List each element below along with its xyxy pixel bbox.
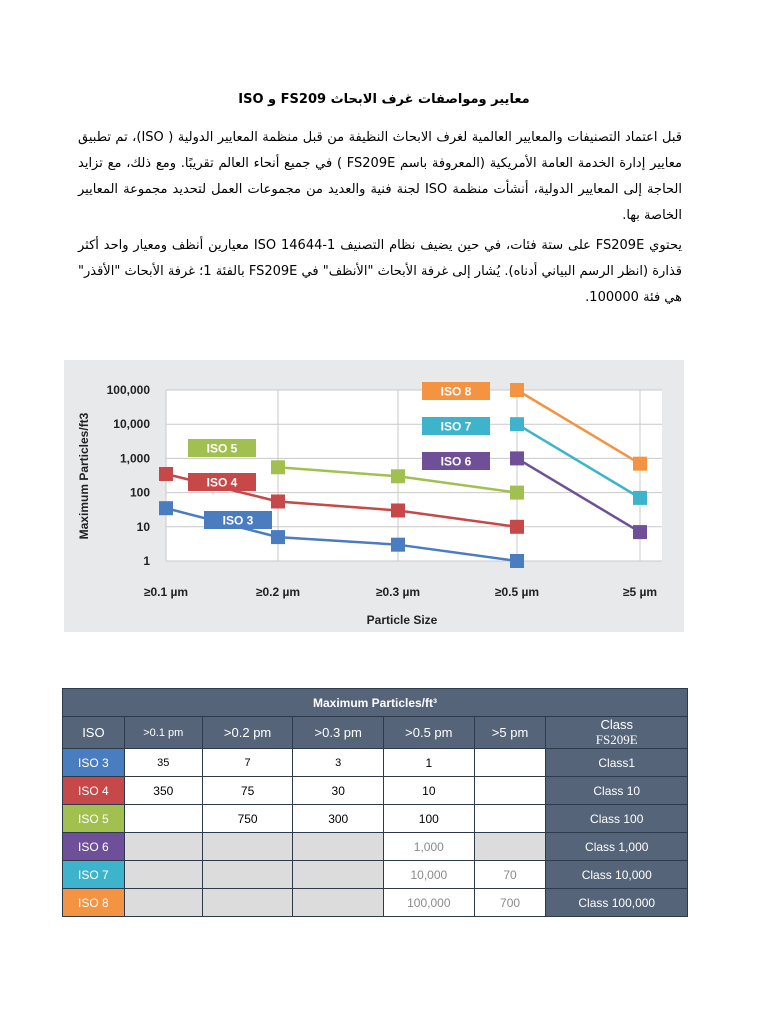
table-cell: 1,000 <box>384 833 475 861</box>
table-cell: 35 <box>124 749 202 777</box>
x-tick-label: ≥0.1 µm <box>143 585 189 599</box>
y-tick-label: 100,000 <box>106 383 150 397</box>
chart-svg <box>64 360 684 632</box>
data-point <box>510 451 524 465</box>
table-header-row <box>63 717 688 749</box>
y-tick-label: 10,000 <box>113 417 150 432</box>
data-point <box>510 554 524 568</box>
table-cell: 10 <box>384 777 475 805</box>
paragraph-classes: يحتوي FS209E على ستة فئات، في حين يضيف نظام التصنيف ISO 14644-1 معيارين أنظف ومعيار واحد أكثر قذارة (انظر الرسم البياني أدناه). يُشار إلى غرفة الأبحاث "الأنظف" في FS209E بالفئة 1؛ غرفة الأبحاث "الأقذر" هي فئة 100000. <box>78 238 682 305</box>
header-size: >0.1 pm <box>124 717 202 749</box>
data-point <box>391 469 405 483</box>
table-cell <box>293 861 384 889</box>
table-caption-row <box>63 689 688 717</box>
table-row <box>63 777 688 805</box>
y-tick-label: 1,000 <box>119 451 150 466</box>
fs209e-class-cell: Class 1,000 <box>546 833 688 861</box>
series-label: ISO 5 <box>206 441 238 456</box>
iso-class-cell: ISO 7 <box>63 861 125 889</box>
header-size: >5 pm <box>474 717 546 749</box>
table-cell <box>474 749 546 777</box>
x-tick-label: ≥0.5 µm <box>494 585 540 599</box>
data-point <box>510 383 524 397</box>
table-cell: 750 <box>202 805 293 833</box>
header-size: >0.2 pm <box>202 717 293 749</box>
table-cell <box>202 833 293 861</box>
table-cell: 1 <box>384 749 475 777</box>
iso-class-cell: ISO 4 <box>63 777 125 805</box>
data-point <box>633 457 647 471</box>
data-point <box>510 520 524 534</box>
table-cell <box>293 889 384 917</box>
fs209e-class-cell: Class1 <box>546 749 688 777</box>
x-tick-label: ≥5 µm <box>622 585 658 599</box>
paragraph-intro: قبل اعتماد التصنيفات والمعايير العالمية لغرف الابحاث النظيفة من قبل منظمة المعايير الدولية ( ISO)، تم تطبيق معايير إدارة الخدمة العامة الأمريكية (المعروفة باسم FS209E ) في جميع أنحاء العالم تقريبًا. ومع ذلك، مع تزايد الحاجة إلى المعايير الدولية، أنشأت منظمة ISO لجنة فنية والعديد من مجموعات العمل لتحديد مجموعة المعايير الخاصة بها. <box>78 130 682 223</box>
data-point <box>159 467 173 481</box>
table-row <box>63 749 688 777</box>
data-point <box>271 530 285 544</box>
header-class <box>546 717 688 749</box>
table-cell: 300 <box>293 805 384 833</box>
data-point <box>391 503 405 517</box>
table-cell: 75 <box>202 777 293 805</box>
series-label: ISO 4 <box>206 475 238 490</box>
header-size: >0.5 pm <box>384 717 475 749</box>
fs209e-class-cell: Class 100,000 <box>546 889 688 917</box>
table-cell <box>124 805 202 833</box>
series-label: ISO 8 <box>440 384 472 399</box>
header-iso: ISO <box>63 717 125 749</box>
table-cell <box>474 805 546 833</box>
data-point <box>391 538 405 552</box>
data-point <box>271 494 285 508</box>
table-cell <box>202 861 293 889</box>
data-point <box>633 525 647 539</box>
table-cell <box>474 833 546 861</box>
table-cell <box>124 889 202 917</box>
table-row <box>63 889 688 917</box>
fs209e-class-cell: Class 10 <box>546 777 688 805</box>
series-label: ISO 6 <box>440 454 472 469</box>
table-cell: 7 <box>202 749 293 777</box>
iso-class-cell: ISO 8 <box>63 889 125 917</box>
y-tick-label: 10 <box>136 519 150 534</box>
x-tick-label: ≥0.3 µm <box>375 585 421 599</box>
table-cell: 70 <box>474 861 546 889</box>
data-point <box>633 491 647 505</box>
fs209e-class-cell: Class 10,000 <box>546 861 688 889</box>
document-title: معايير ومواصفات غرف الابحاث FS209 و ISO <box>238 92 530 107</box>
table-cell <box>124 861 202 889</box>
x-tick-label: ≥0.2 µm <box>255 585 301 599</box>
iso-class-cell: ISO 3 <box>63 749 125 777</box>
data-point <box>510 417 524 431</box>
header-size: >0.3 pm <box>293 717 384 749</box>
header-class-line1: Class <box>600 717 633 732</box>
table-cell <box>124 833 202 861</box>
data-point <box>271 460 285 474</box>
series-label: ISO 7 <box>440 419 472 434</box>
data-point <box>159 501 173 515</box>
table-caption: Maximum Particles/ft³ <box>63 689 688 717</box>
table-cell <box>293 833 384 861</box>
table-row <box>63 805 688 833</box>
iso-class-cell: ISO 6 <box>63 833 125 861</box>
series-label: ISO 3 <box>222 513 254 528</box>
table-row <box>63 861 688 889</box>
table-cell: 3 <box>293 749 384 777</box>
particle-chart <box>64 360 684 632</box>
y-axis-label: Maximum Particles/ft3 <box>77 412 91 540</box>
table-cell <box>202 889 293 917</box>
y-tick-label: 100 <box>129 485 150 500</box>
table-cell: 100,000 <box>384 889 475 917</box>
particles-table <box>62 688 688 917</box>
fs209e-class-cell: Class 100 <box>546 805 688 833</box>
table-cell: 700 <box>474 889 546 917</box>
table-cell: 100 <box>384 805 475 833</box>
header-class-line2: FS209E <box>595 732 638 747</box>
table-cell: 10,000 <box>384 861 475 889</box>
data-point <box>510 486 524 500</box>
y-tick-label: 1 <box>143 554 150 568</box>
table-cell: 350 <box>124 777 202 805</box>
table-cell: 30 <box>293 777 384 805</box>
iso-class-cell: ISO 5 <box>63 805 125 833</box>
table-cell <box>474 777 546 805</box>
x-axis-label: Particle Size <box>366 613 438 627</box>
table-row <box>63 833 688 861</box>
